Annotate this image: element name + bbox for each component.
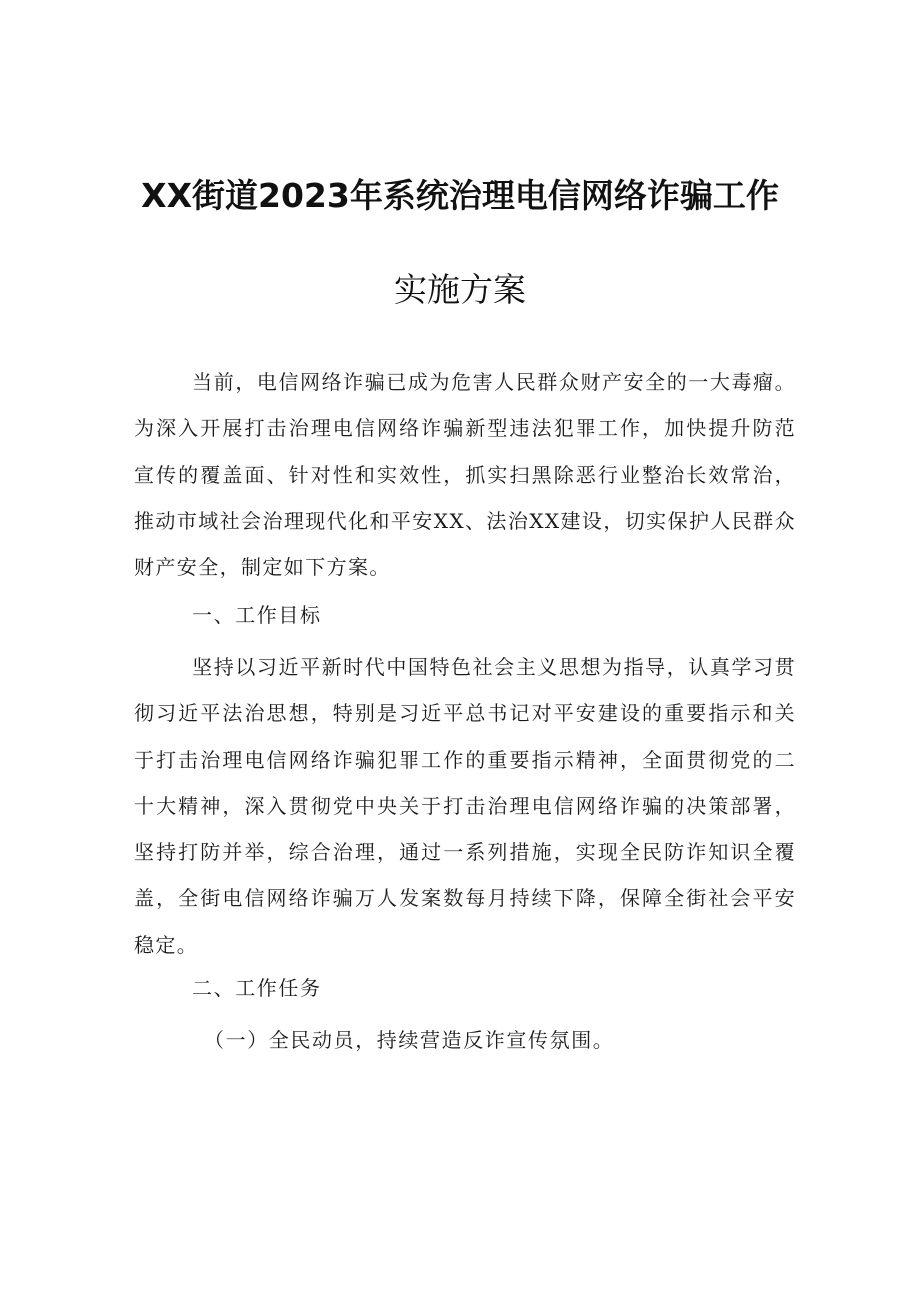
goals-text: 坚持以习近平新时代中国特色社会主义思想为指导，认真学习贯彻习近平法治思想，特别是习近平总书记对平安建设的重要指示和关于打击治理电信网络诈骗犯罪工作的重要指示精神，全面贯彻党的二十大精神，深入贯彻党中央关于打击治理电信网络诈骗的决策部署，坚持打防并举，综合治理，通过一系列措施，实现全民防诈知识全覆盖，全街电信网络诈骗万人发案数每月持续下降，保障全街社会平安稳定。: [134, 655, 796, 957]
document-subtitle: 实施方案: [394, 270, 526, 309]
intro-text: 当前，电信网络诈骗已成为危害人民群众财产安全的一大毒瘤。为深入开展打击治理电信网络诈骗新型违法犯罪工作，加快提升防范宣传的覆盖面、针对性和实效性，抓实扫黑除恶行业整治长效常治，推动市域社会治理现代化和平安XX、法治XX建设，切实保护人民群众财产安全，制定如下方案。: [134, 370, 796, 580]
subsection-heading-mobilization: （一）全民动员，持续营造反诈宣传氛围。: [204, 1028, 615, 1052]
intro-paragraph: [134, 359, 796, 590]
section-heading-goals: 一、工作目标: [192, 603, 322, 627]
goals-paragraph: [134, 644, 796, 968]
section-heading-tasks: 二、工作任务: [192, 976, 322, 1000]
document-title: XX街道2023年系统治理电信网络诈骗工作: [141, 176, 779, 215]
